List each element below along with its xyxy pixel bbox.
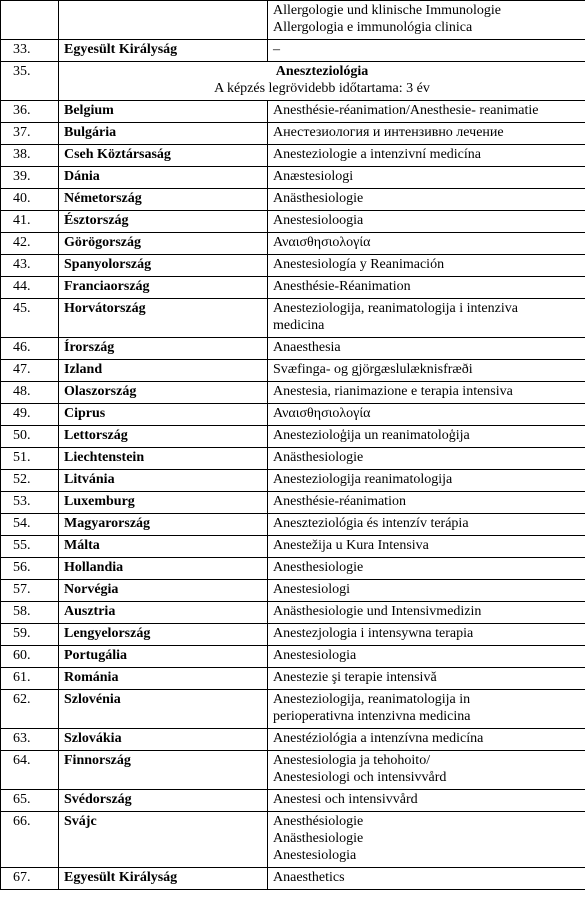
table-row: [1, 233, 585, 255]
country-name: Portugália: [59, 646, 268, 668]
country-name: Bulgária: [59, 123, 268, 145]
section-heading-row: [1, 62, 585, 101]
specialty-name: –: [268, 40, 585, 62]
country-name: Olaszország: [59, 382, 268, 404]
table-row: [1, 360, 585, 382]
row-number: 63.: [1, 729, 59, 751]
country-name: Románia: [59, 668, 268, 690]
table-row: [1, 189, 585, 211]
row-number: 35.: [1, 62, 59, 101]
country-name: Ausztria: [59, 602, 268, 624]
table-row: [1, 426, 585, 448]
country-name: Dánia: [59, 167, 268, 189]
row-number: 51.: [1, 448, 59, 470]
row-number: 62.: [1, 690, 59, 729]
country-name: Írország: [59, 338, 268, 360]
row-number: 64.: [1, 751, 59, 790]
specialty-name: Anestesiología y Reanimación: [268, 255, 585, 277]
country-name: Hollandia: [59, 558, 268, 580]
table-row: [1, 514, 585, 536]
table-row: [1, 299, 585, 338]
row-number: 45.: [1, 299, 59, 338]
table-row: [1, 167, 585, 189]
row-number: [1, 1, 59, 40]
specialty-name: Anesteziologija, reanimatologija i intenziva medicina: [268, 299, 585, 338]
country-name: Egyesült Királyság: [59, 40, 268, 62]
table-row: [1, 470, 585, 492]
specialty-name: Anesthésie-Réanimation: [268, 277, 585, 299]
row-number: 48.: [1, 382, 59, 404]
specialty-name: Anesthesiologie: [268, 558, 585, 580]
table-row: [1, 751, 585, 790]
specialty-name: Anästhesiologie: [268, 448, 585, 470]
specialty-name: Anæstesiologi: [268, 167, 585, 189]
specialty-name: Anestesi och intensivvård: [268, 790, 585, 812]
specialty-name: Anestesiologia: [268, 646, 585, 668]
row-number: 54.: [1, 514, 59, 536]
table-row: [1, 448, 585, 470]
specialty-name: Svæfinga- og gjörgæslulæknisfræði: [268, 360, 585, 382]
section-heading: [59, 62, 585, 101]
table-row: [1, 404, 585, 426]
row-number: 57.: [1, 580, 59, 602]
country-name: Spanyolország: [59, 255, 268, 277]
country-name: Liechtenstein: [59, 448, 268, 470]
row-number: 53.: [1, 492, 59, 514]
country-name: Lengyelország: [59, 624, 268, 646]
specialty-name: Anestesiologia ja tehohoito/ Anestesiologi och intensivvård: [268, 751, 585, 790]
row-number: 49.: [1, 404, 59, 426]
specialty-name: Aneszteziológia és intenzív terápia: [268, 514, 585, 536]
table-row: [1, 690, 585, 729]
table-row: [1, 668, 585, 690]
row-number: 52.: [1, 470, 59, 492]
table-row: [1, 211, 585, 233]
row-number: 33.: [1, 40, 59, 62]
country-name: Szlovákia: [59, 729, 268, 751]
specialty-name: Anästhesiologie und Intensivmedizin: [268, 602, 585, 624]
country-name: Észtország: [59, 211, 268, 233]
country-name: Litvánia: [59, 470, 268, 492]
row-number: 50.: [1, 426, 59, 448]
row-number: 67.: [1, 868, 59, 890]
row-number: 40.: [1, 189, 59, 211]
row-number: 47.: [1, 360, 59, 382]
specialty-name: Anestezioloģija un reanimatoloģija: [268, 426, 585, 448]
row-number: 58.: [1, 602, 59, 624]
row-number: 56.: [1, 558, 59, 580]
country-name: Magyarország: [59, 514, 268, 536]
row-number: 65.: [1, 790, 59, 812]
country-name: Luxemburg: [59, 492, 268, 514]
country-name: Belgium: [59, 101, 268, 123]
country-name: Izland: [59, 360, 268, 382]
row-number: 38.: [1, 145, 59, 167]
table-row: [1, 1, 585, 40]
table-row: [1, 492, 585, 514]
row-number: 46.: [1, 338, 59, 360]
specialty-name: Anestesiologi: [268, 580, 585, 602]
specialty-name: Allergologie und klinische Immunologie Allergologia e immunológia clinica: [268, 1, 585, 40]
table-row: [1, 255, 585, 277]
table-row: [1, 145, 585, 167]
specialty-name: Anesteziologija, reanimatologija in perioperativna intenzivna medicina: [268, 690, 585, 729]
table-row: [1, 536, 585, 558]
specialty-name: Anestezjologia i intensywna terapia: [268, 624, 585, 646]
row-number: 36.: [1, 101, 59, 123]
country-name: Finnország: [59, 751, 268, 790]
table-row: [1, 101, 585, 123]
row-number: 42.: [1, 233, 59, 255]
specialty-name: Αναισθησιολογία: [268, 404, 585, 426]
table-row: [1, 558, 585, 580]
table-row: [1, 40, 585, 62]
country-name: [59, 1, 268, 40]
table-row: [1, 729, 585, 751]
row-number: 41.: [1, 211, 59, 233]
row-number: 55.: [1, 536, 59, 558]
country-name: Görögország: [59, 233, 268, 255]
specialty-name: Anestezie şi terapie intensivă: [268, 668, 585, 690]
country-name: Franciaország: [59, 277, 268, 299]
specialty-name: Anaesthesia: [268, 338, 585, 360]
country-name: Lettország: [59, 426, 268, 448]
specialty-name: Anesteziologija reanimatologija: [268, 470, 585, 492]
row-number: 37.: [1, 123, 59, 145]
row-number: 44.: [1, 277, 59, 299]
table-row: [1, 790, 585, 812]
row-number: 43.: [1, 255, 59, 277]
country-name: Horvátország: [59, 299, 268, 338]
specialty-name: Anesthésiologie Anästhesiologie Anestesiologia: [268, 812, 585, 868]
table-row: [1, 868, 585, 890]
specialty-name: Anästhesiologie: [268, 189, 585, 211]
table-row: [1, 580, 585, 602]
table-row: [1, 338, 585, 360]
table-row: [1, 646, 585, 668]
country-name: Svájc: [59, 812, 268, 868]
specialty-name: Αναισθησιολογία: [268, 233, 585, 255]
row-number: 59.: [1, 624, 59, 646]
specialty-name: Anestéziológia a intenzívna medicína: [268, 729, 585, 751]
section-subtitle: A képzés legrövidebb időtartama: 3 év: [214, 81, 430, 96]
specialty-name: Анестезиология и интензивно лечение: [268, 123, 585, 145]
country-name: Svédország: [59, 790, 268, 812]
specialty-name: Anesteziologie a intenzivní medicína: [268, 145, 585, 167]
country-name: Németország: [59, 189, 268, 211]
specialty-name: Anesthésie-réanimation: [268, 492, 585, 514]
country-name: Norvégia: [59, 580, 268, 602]
specialty-name: Anestežija u Kura Intensiva: [268, 536, 585, 558]
table-row: [1, 277, 585, 299]
table-row: [1, 812, 585, 868]
country-name: Málta: [59, 536, 268, 558]
row-number: 60.: [1, 646, 59, 668]
row-number: 61.: [1, 668, 59, 690]
table-row: [1, 602, 585, 624]
specialty-name: Anesthésie-réanimation/Anesthesie- reanimatie: [268, 101, 585, 123]
country-name: Szlovénia: [59, 690, 268, 729]
row-number: 66.: [1, 812, 59, 868]
specialty-name: Anaesthetics: [268, 868, 585, 890]
section-title: Aneszteziológia: [275, 64, 369, 79]
specialty-name: Anestesioloogia: [268, 211, 585, 233]
row-number: 39.: [1, 167, 59, 189]
country-name: Egyesült Királyság: [59, 868, 268, 890]
table-row: [1, 624, 585, 646]
table-row: [1, 382, 585, 404]
table-row: [1, 123, 585, 145]
country-name: Cseh Köztársaság: [59, 145, 268, 167]
country-name: Ciprus: [59, 404, 268, 426]
specialty-name: Anestesia, rianimazione e terapia intensiva: [268, 382, 585, 404]
